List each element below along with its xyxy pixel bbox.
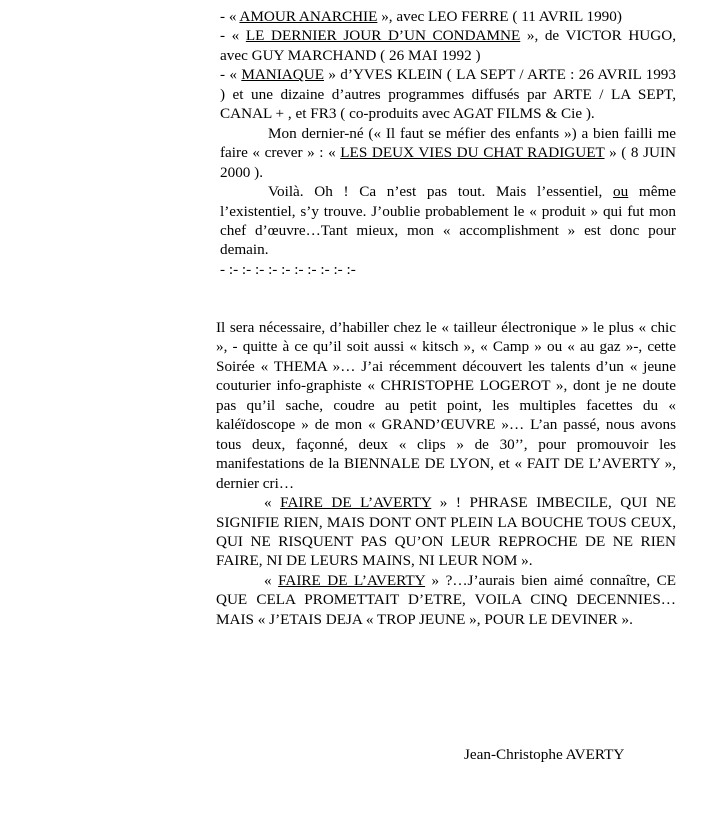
paragraph-text: Mon dernier-né (« Il faut se méfier des enfants ») a bien failli me faire « crever » : « — [220, 124, 676, 162]
programme-title-underlined: AMOUR ANARCHIE — [239, 8, 378, 25]
item-prefix: - « — [220, 66, 242, 84]
item-details: », avec LEO FERRE ( 11 AVRIL 1990) — [377, 8, 622, 25]
item-details: », de VICTOR HUGO, avec GUY MARCHAND ( 26 MAI 1992 ) — [220, 27, 676, 64]
item-prefix: - « — [220, 8, 240, 25]
paragraph-text: même l’existentiel, s’y trouve. J’oublie probablement le « produit » qui fut mon chef d’œuvre…Tant mieux, mon « accomplishment » est donc pour demain. — [220, 183, 676, 259]
paragraph-faire-averty-1 — [216, 493, 676, 571]
list-item-dernier-jour — [220, 26, 676, 65]
list-item-maniaque — [220, 65, 676, 123]
programme-list-section — [220, 7, 676, 279]
paragraph-text: » ! PHRASE IMBECILE, QUI NE SIGNIFIE RIEN, MAIS DONT ONT PLEIN LA BOUCHE TOUS CEUX, QUI NE RISQUENT PAS QU’ON LEUR REPROCHE DE NE RIEN FAIRE, NI DE LEURS MAINS, NI LEUR NOM ». — [216, 494, 677, 570]
paragraph-text: » ?…J’aurais bien aimé connaître, CE QUE CELA PROMETTAIT D’ETRE, VOILA CINQ DECENNIES…MAIS « J’ETAIS DEJA « TROP JEUNE », POUR LE DEVINER ». — [216, 571, 677, 628]
programme-title-underlined: LE DERNIER JOUR D’UN CONDAMNE — [245, 27, 521, 45]
separator-line: - :- :- :- :- :- :- :- :- :- :- — [220, 260, 356, 278]
item-details: » d’YVES KLEIN ( LA SEPT / ARTE : 26 AVRIL 1993 ) et une dizaine d’autres programmes diffusés par ARTE / LA SEPT, CANAL + , et FR3 ( co-produits avec AGAT FILMS & Cie ). — [220, 66, 676, 123]
signature: Jean-Christophe AVERTY — [464, 746, 625, 763]
paragraph-dernier-ne — [220, 124, 676, 182]
paragraph-text: « — [264, 494, 281, 512]
underlined-word: ou — [613, 183, 629, 201]
paragraph-voila — [220, 182, 676, 260]
item-prefix: - « — [220, 27, 246, 45]
paragraph-tailleur: Il sera nécessaire, d’habiller chez le « tailleur électronique » le plus « chic », - quitte à ce qu’il soit aussi « kitsch », « Camp » ou « au gaz »-, cette Soirée « THEMA »… J’ai récemment découvert les talents d’un « jeune couturier info-graphiste « CHRISTOPHE LOGEROT », dont je ne doute pas qu’il sache, coudre au petit point, les multiples facettes du « kaléïdoscope » de mon « GRAND’ŒUVRE »… L’an passé, nous avons tous deux, façonné, deux « clips » de 30’’, pour promouvoir les manifestations de la BIENNALE DE LYON, et « FAIT DE L’AVERTY », dernier cri… — [216, 319, 676, 492]
programme-title-underlined: MANIAQUE — [241, 66, 324, 84]
paragraph-text: Voilà. Oh ! Ca n’est pas tout. Mais l’essentiel, — [268, 183, 614, 201]
programme-title-underlined: LES DEUX VIES DU CHAT RADIGUET — [340, 144, 605, 162]
list-item-amour-anarchie — [220, 7, 676, 26]
phrase-underlined: FAIRE DE L’AVERTY — [278, 571, 426, 589]
thema-section — [216, 318, 676, 629]
paragraph-faire-averty-2 — [216, 571, 676, 629]
paragraph-text: « — [264, 571, 279, 589]
phrase-underlined: FAIRE DE L’AVERTY — [280, 494, 432, 512]
paragraph-text: » ( 8 JUIN 2000 ). — [220, 144, 677, 181]
